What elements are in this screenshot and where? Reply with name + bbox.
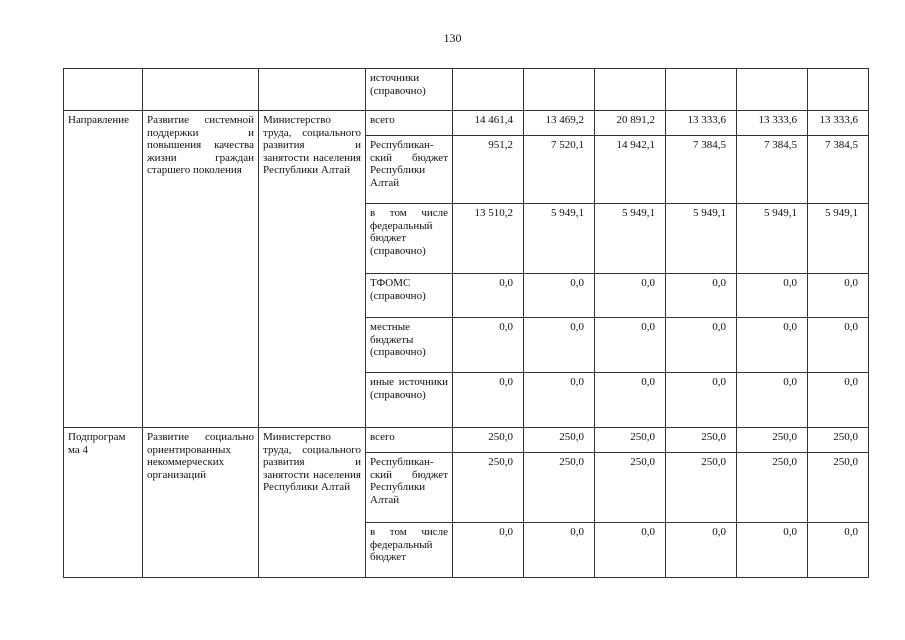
section-code-cell [64, 428, 143, 578]
source-text: в том числе федеральный бюджет (справочно) [370, 207, 448, 257]
empty-cell [524, 69, 595, 111]
value-cell: 7 384,5 [737, 136, 808, 204]
empty-cell [453, 69, 524, 111]
value-cell: 250,0 [737, 428, 808, 453]
value-cell: 7 520,1 [524, 136, 595, 204]
value-cell: 0,0 [666, 274, 737, 318]
source-text: в том числе федеральный бюджет [370, 526, 448, 563]
value-cell: 0,0 [524, 318, 595, 373]
source-cell [366, 453, 453, 523]
section-code-text: Подпрограм ма 4 [68, 431, 126, 456]
value-cell: 5 949,1 [595, 204, 666, 274]
value-cell: 0,0 [808, 523, 869, 578]
value-cell: 0,0 [453, 318, 524, 373]
section-executor-text: Министерство труда, социального развития и занятости населения Республики Алтай [263, 431, 361, 493]
source-cell [366, 318, 453, 373]
value-cell: 0,0 [595, 523, 666, 578]
value-cell: 250,0 [737, 453, 808, 523]
value-cell: 0,0 [595, 274, 666, 318]
source-cell [366, 523, 453, 578]
value-cell: 250,0 [524, 428, 595, 453]
value-cell: 0,0 [524, 523, 595, 578]
source-text: Республикан-ский бюджет Республики Алтай [370, 139, 448, 189]
value-cell: 0,0 [666, 318, 737, 373]
section-executor-text: Министерство труда, социального развития и занятости населения Республики Алтай [263, 114, 361, 176]
empty-cell [737, 69, 808, 111]
section-executor-cell [259, 428, 366, 578]
value-cell: 0,0 [595, 318, 666, 373]
value-cell: 0,0 [737, 523, 808, 578]
source-text: всего [370, 114, 395, 126]
value-cell: 0,0 [737, 318, 808, 373]
table-row [64, 428, 869, 453]
empty-cell [259, 69, 366, 111]
page-number: 130 [443, 31, 462, 45]
value-cell: 0,0 [808, 274, 869, 318]
value-cell: 13 510,2 [453, 204, 524, 274]
value-cell: 250,0 [453, 428, 524, 453]
source-text: местные бюджеты (справочно) [370, 321, 426, 358]
table-row [64, 69, 869, 111]
value-cell: 951,2 [453, 136, 524, 204]
source-cell [366, 204, 453, 274]
value-cell: 20 891,2 [595, 111, 666, 136]
value-cell: 250,0 [453, 453, 524, 523]
value-cell: 5 949,1 [737, 204, 808, 274]
section-code-cell [64, 111, 143, 428]
value-cell: 0,0 [453, 523, 524, 578]
value-cell: 250,0 [595, 428, 666, 453]
value-cell: 13 469,2 [524, 111, 595, 136]
value-cell: 0,0 [737, 274, 808, 318]
section-title-text: Развитие социально ориентированных некоммерческих организаций [147, 431, 254, 481]
section-title-text: Развитие системной поддержки и повышения качества жизни граждан старшего поколения [147, 114, 254, 176]
value-cell: 14 461,4 [453, 111, 524, 136]
value-cell: 0,0 [808, 373, 869, 428]
source-cell [366, 373, 453, 428]
table-row [64, 111, 869, 136]
value-cell: 0,0 [666, 373, 737, 428]
section-title-cell [143, 428, 259, 578]
source-cell [366, 136, 453, 204]
value-cell: 13 333,6 [808, 111, 869, 136]
section-title-cell [143, 111, 259, 428]
source-cell [366, 111, 453, 136]
empty-cell [143, 69, 259, 111]
value-cell: 250,0 [666, 428, 737, 453]
value-cell: 13 333,6 [737, 111, 808, 136]
value-cell: 250,0 [808, 453, 869, 523]
value-cell: 5 949,1 [524, 204, 595, 274]
source-text: иные источники (справочно) [370, 376, 448, 401]
value-cell: 250,0 [666, 453, 737, 523]
value-cell: 0,0 [453, 373, 524, 428]
empty-cell [64, 69, 143, 111]
section-executor-cell [259, 111, 366, 428]
value-cell: 13 333,6 [666, 111, 737, 136]
value-cell: 7 384,5 [666, 136, 737, 204]
value-cell: 0,0 [453, 274, 524, 318]
value-cell: 14 942,1 [595, 136, 666, 204]
source-text: всего [370, 431, 395, 443]
value-cell: 250,0 [524, 453, 595, 523]
value-cell: 7 384,5 [808, 136, 869, 204]
empty-cell [666, 69, 737, 111]
empty-cell [595, 69, 666, 111]
value-cell: 5 949,1 [666, 204, 737, 274]
value-cell: 0,0 [524, 274, 595, 318]
source-text: источники (справочно) [370, 72, 426, 97]
empty-cell [808, 69, 869, 111]
source-cell [366, 428, 453, 453]
value-cell: 5 949,1 [808, 204, 869, 274]
value-cell: 0,0 [524, 373, 595, 428]
value-cell: 0,0 [737, 373, 808, 428]
value-cell: 0,0 [595, 373, 666, 428]
source-text: Республикан-ский бюджет Республики Алтай [370, 456, 448, 506]
value-cell: 250,0 [808, 428, 869, 453]
value-cell: 0,0 [666, 523, 737, 578]
budget-table [63, 68, 869, 578]
source-cell [366, 69, 453, 111]
source-text: ТФОМС (справочно) [370, 277, 426, 302]
value-cell: 250,0 [595, 453, 666, 523]
value-cell: 0,0 [808, 318, 869, 373]
section-code-text: Направление [68, 114, 130, 126]
source-cell [366, 274, 453, 318]
